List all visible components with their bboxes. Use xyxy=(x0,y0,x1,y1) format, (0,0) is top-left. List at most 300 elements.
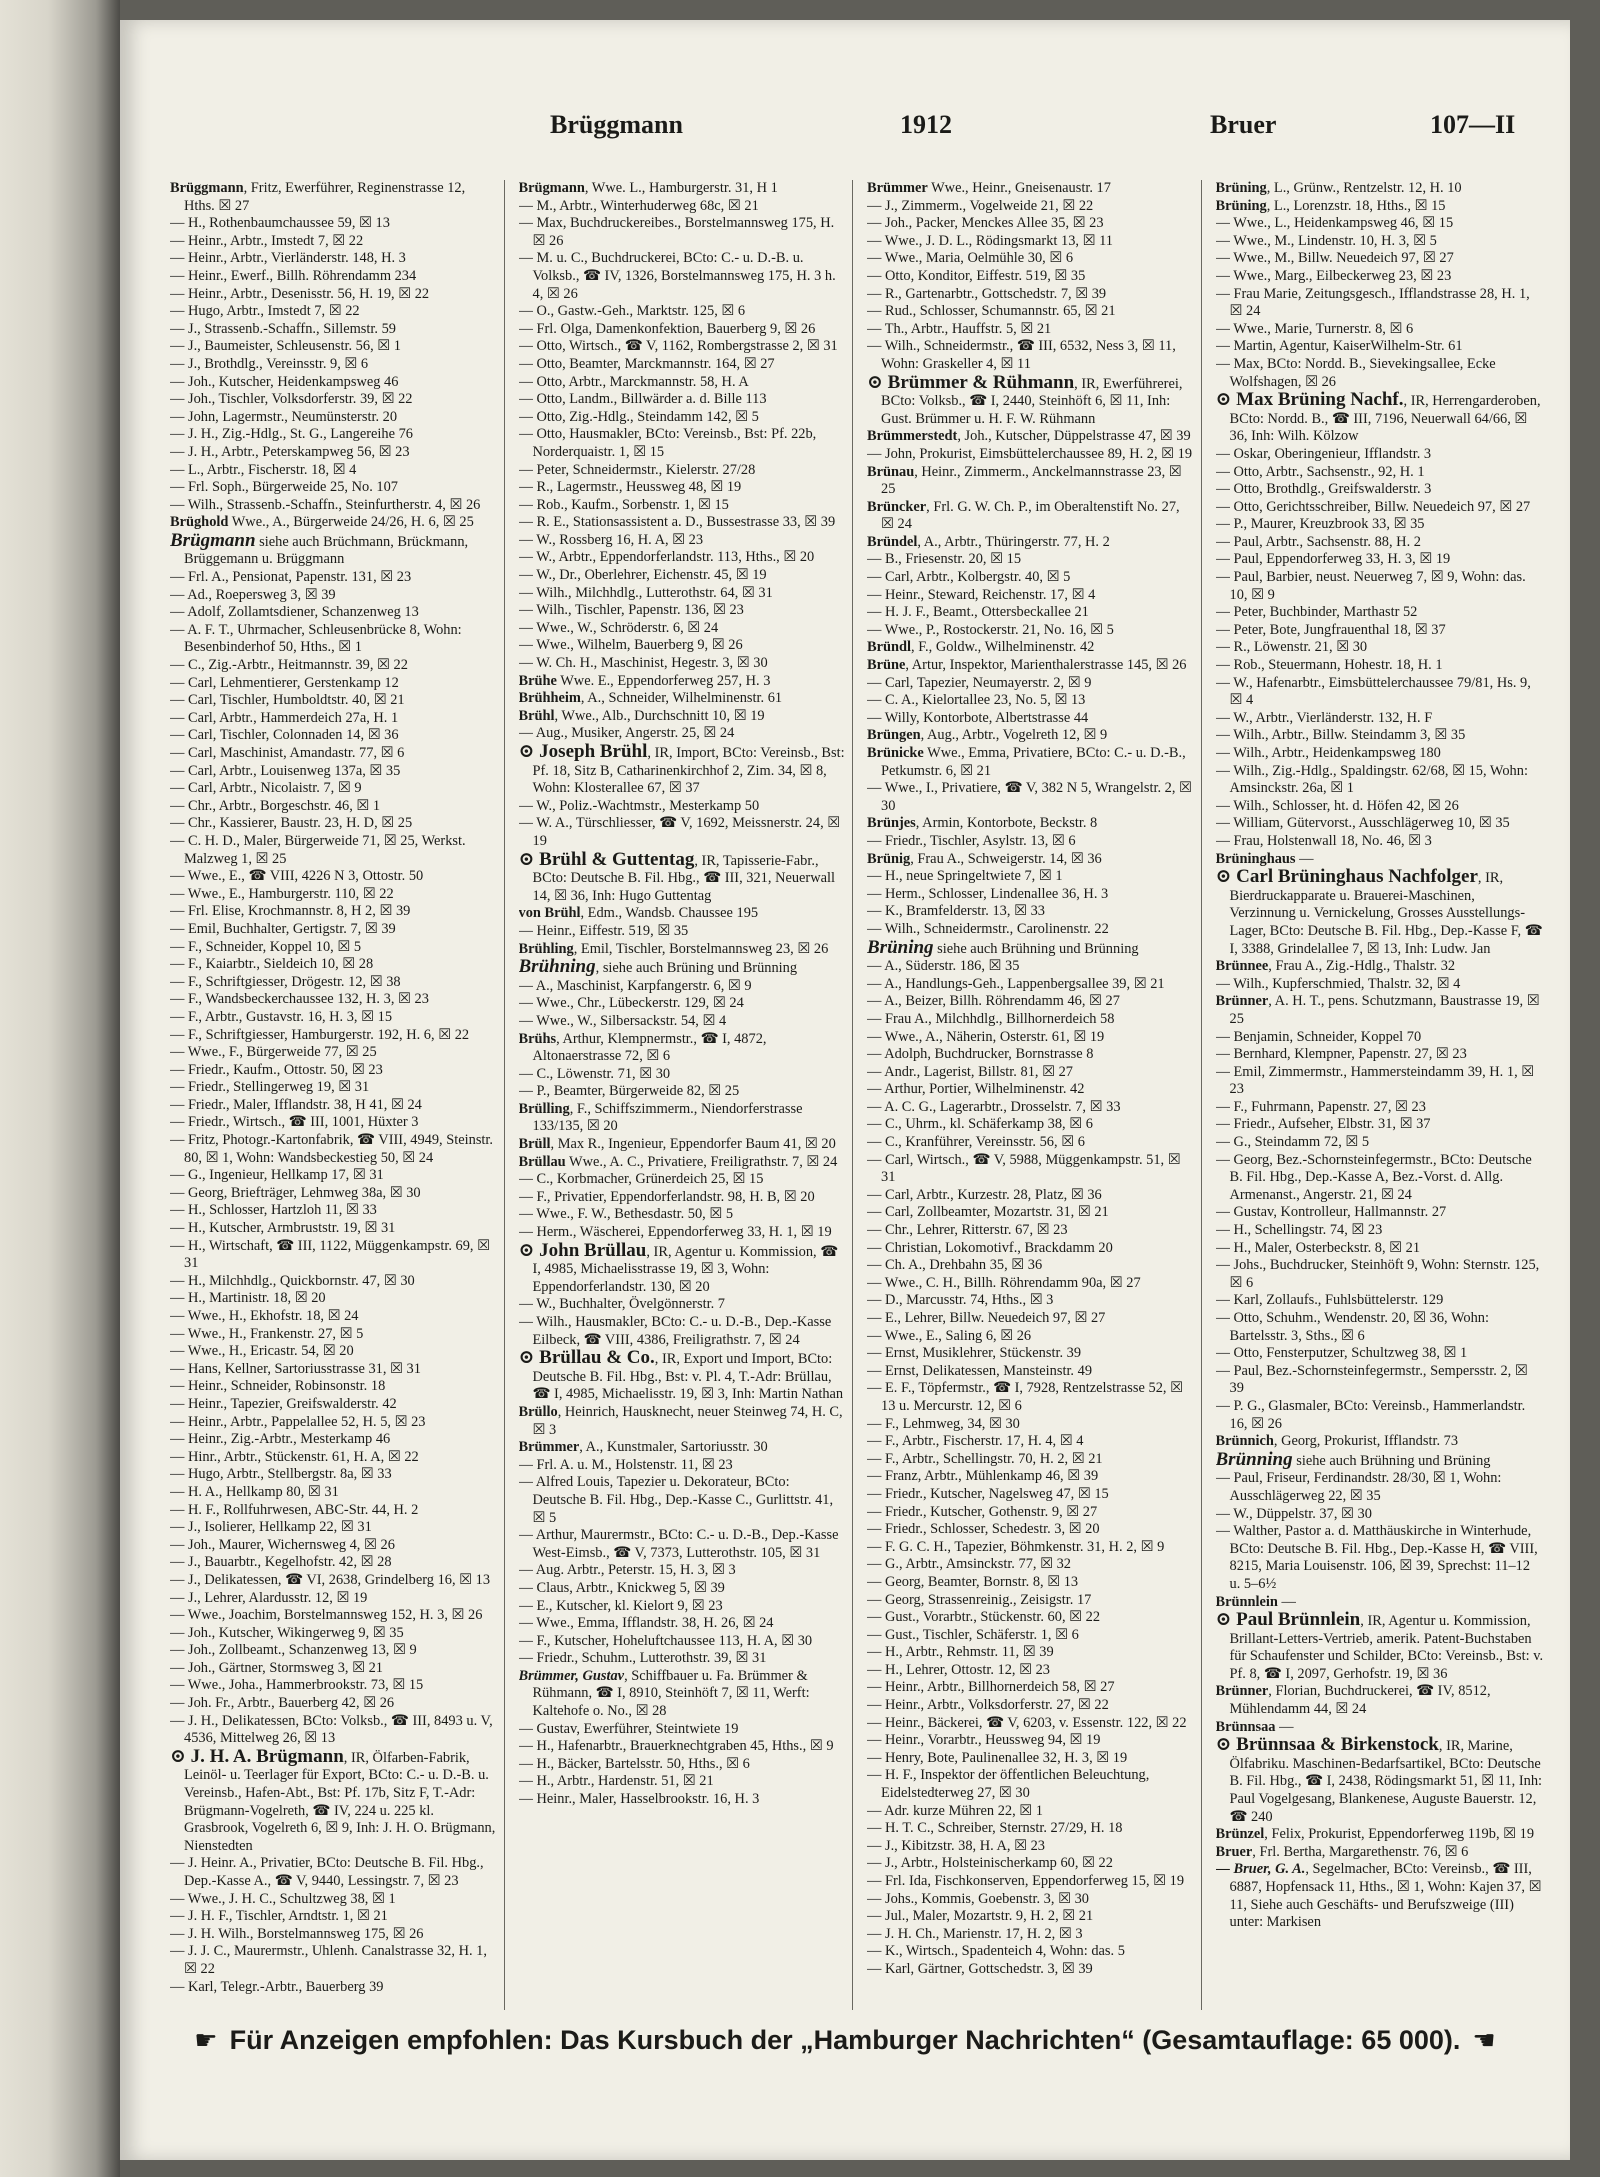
entry-details: — Carl, Arbtr., Hammerdeich 27a, H. 1 xyxy=(170,709,399,726)
entry-details: — Hugo, Arbtr., Imstedt 7, ☒ 22 xyxy=(170,303,360,320)
directory-entry xyxy=(867,215,1195,233)
entry-details: — A., Handlungs-Geh., Lappenbergsallee 39, ☒ 21 xyxy=(867,975,1165,992)
entry-details: — F., Privatier, Eppendorferlandstr. 98, H. B, ☒ 20 xyxy=(518,1188,815,1205)
entry-details: — J. H. Ch., Marienstr. 17, H. 2, ☒ 3 xyxy=(867,1925,1083,1942)
directory-entry xyxy=(170,1044,498,1062)
directory-entry xyxy=(1216,1134,1545,1152)
entry-details: — Otto, Hausmakler, BCto: Vereinsb., Bst: Pf. 22b, Norderquaistr. 1, ☒ 15 xyxy=(518,426,817,460)
directory-entry xyxy=(867,1820,1195,1838)
header-year: 1912 xyxy=(900,110,952,139)
directory-entry xyxy=(1216,215,1545,233)
directory-entry xyxy=(867,1627,1195,1645)
entry-surname: Brünicke xyxy=(867,745,924,761)
directory-entry xyxy=(867,286,1195,304)
entry-surname: Brüning xyxy=(1215,180,1267,196)
directory-entry xyxy=(519,303,847,321)
entry-details: , IR, Ewerführerei, BCto: Volksb., ☎ I, 2440, Steinhöft 6, ☒ 11, Inh: Gust. Brümmer u. H. F. W. Rühmann xyxy=(881,375,1183,427)
directory-entry xyxy=(170,426,498,444)
entry-details: , Wwe. L., Hamburgerstr. 31, H 1 xyxy=(584,180,778,196)
entry-surname: ⊙ Brünnsaa & Birkenstock xyxy=(1215,1734,1439,1756)
directory-entry xyxy=(1216,250,1545,268)
entry-details: — A., Maschinist, Karpfangerstr. 6, ☒ 9 xyxy=(518,977,752,994)
entry-details: — Herm., Schlosser, Lindenallee 36, H. 3 xyxy=(867,885,1109,902)
entry-details: — J., Isolierer, Hellkamp 22, ☒ 31 xyxy=(170,1519,372,1536)
entry-details: , IR, Export und Import, BCto: Deutsche B. Fil. Hbg., Bst: v. Pl. 4, T.-Adr: Brüllau, ☎ I, 4985, Michaelisstr. 19, ☒ 3, Inh: Martin Nathan xyxy=(532,1351,844,1403)
entry-details: — Paul, Bez.-Schornsteinfegermstr., Sempersstr. 2, ☒ 39 xyxy=(1215,1362,1528,1397)
entry-details: — Frau, Holstenwall 18, No. 46, ☒ 3 xyxy=(1215,832,1432,849)
entry-details: — G., Steindamm 72, ☒ 5 xyxy=(1215,1134,1370,1151)
directory-entry xyxy=(170,1625,498,1643)
directory-entry xyxy=(867,1380,1195,1415)
entry-details: , Felix, Prokurist, Eppendorferweg 119b, ☒ 19 xyxy=(1264,1826,1535,1843)
directory-entry xyxy=(519,1101,847,1136)
directory-entry xyxy=(867,1556,1195,1574)
directory-entry xyxy=(867,1838,1195,1856)
directory-entry xyxy=(170,780,498,798)
entry-details: , IR, Tapisserie-Fabr., BCto: Deutsche B. Fil. Hbg., ☎ III, 321, Neuerwall 14, ☒ 36, Inh: Hugo Guttentag xyxy=(532,852,835,904)
directory-entry xyxy=(519,391,847,409)
directory-entry xyxy=(1215,1448,1545,1471)
entry-details: , IR, Ölfarben-Fabrik, Leinöl- u. Teerlager für Export, BCto: C.- u. D.-B. u. Vereinsb., Hafen-Abt., Bst: Pf. 17b, Sitz F, T.-Adr: Brügmann-Vogelreth, ☎ IV, 224 u. 225 kl. Grasbrook, Vogelreth 6, ☒ 9, Inh: J. H. O. Brügmann, Nienstedten xyxy=(184,1749,496,1854)
entry-details: — H., Milchhdlg., Quickbornstr. 47, ☒ 30 xyxy=(170,1272,415,1289)
directory-columns xyxy=(170,180,1550,2010)
directory-entry xyxy=(170,727,498,745)
directory-entry xyxy=(519,1136,847,1154)
entry-details: — Henry, Bote, Paulinenallee 32, H. 3, ☒ 19 xyxy=(867,1749,1128,1766)
entry-details: — Christian, Lokomotivf., Brackdamm 20 xyxy=(867,1239,1113,1256)
entry-details: — Carl, Arbtr., Louisenweg 137a, ☒ 35 xyxy=(170,762,401,779)
directory-entry xyxy=(1216,1470,1545,1505)
directory-entry xyxy=(170,1079,498,1097)
entry-details: — Heinr., Ewerf., Billh. Röhrendamm 234 xyxy=(170,267,417,284)
entry-details: — R., Gartenarbtr., Gottschedstr. 7, ☒ 39 xyxy=(867,285,1107,302)
directory-entry xyxy=(1216,1064,1545,1099)
entry-details: — H. F., Rollfuhrwesen, ABC-Str. 44, H. 2 xyxy=(170,1501,419,1518)
directory-entry xyxy=(867,604,1195,622)
directory-entry xyxy=(170,303,498,321)
entry-details: — Paul, Arbtr., Sachsenstr. 88, H. 2 xyxy=(1215,533,1421,550)
entry-details: — Frl. A., Pensionat, Papenstr. 131, ☒ 23 xyxy=(170,569,412,586)
directory-entry xyxy=(519,1650,847,1668)
directory-entry xyxy=(519,1738,847,1756)
entry-details: — Otto, Landm., Billwärder a. d. Bille 113 xyxy=(518,391,767,408)
entry-details: — H., Wirtschaft, ☎ III, 1122, Müggenkampstr. 69, ☒ 31 xyxy=(170,1237,491,1272)
directory-entry xyxy=(1216,1204,1545,1222)
entry-details: — Heinr., Arbtr., Imstedt 7, ☒ 22 xyxy=(170,232,364,249)
directory-entry xyxy=(519,1791,847,1809)
entry-details: — Bernhard, Klempner, Papenstr. 27, ☒ 23 xyxy=(1215,1046,1467,1063)
entry-details: — P. G., Glasmaler, BCto: Vereinsb., Hammerlandstr. 16, ☒ 26 xyxy=(1215,1397,1526,1432)
entry-details: — Carl, Wirtsch., ☎ V, 5988, Müggenkampstr. 51, ☒ 31 xyxy=(867,1151,1181,1186)
directory-entry xyxy=(867,1486,1195,1504)
directory-entry xyxy=(1216,1099,1545,1117)
directory-entry xyxy=(867,551,1195,569)
entry-surname: Brünning xyxy=(1215,1448,1293,1470)
entry-details: Wwe., A., Bürgerweide 24/26, H. 6, ☒ 25 xyxy=(228,514,474,531)
directory-entry xyxy=(867,1064,1195,1082)
entry-details: — W., Buchhalter, Övelgönnerstr. 7 xyxy=(518,1296,725,1313)
entry-details: , Frl. G. W. Ch. P., im Oberaltenstift No. 27, ☒ 24 xyxy=(881,498,1180,533)
entry-details: — Claus, Arbtr., Knickweg 5, ☒ 39 xyxy=(518,1579,725,1596)
entry-details: — Heinr., Arbtr., Billhornerdeich 58, ☒ 27 xyxy=(867,1679,1115,1696)
entry-details: , Max R., Ingenieur, Eppendorfer Baum 41, ☒ 20 xyxy=(550,1136,836,1153)
directory-entry xyxy=(1216,1506,1545,1524)
directory-entry xyxy=(519,462,847,480)
entry-surname: Brüne xyxy=(867,657,906,674)
entry-details: — Wwe., Wilhelm, Bauerberg 9, ☒ 26 xyxy=(518,637,743,654)
entry-surname: Brüllau xyxy=(518,1153,566,1170)
directory-entry xyxy=(867,1011,1195,1029)
entry-surname: Brünnee xyxy=(1215,958,1269,975)
directory-entry xyxy=(867,1310,1195,1328)
entry-details: — Friedr., Wirtsch., ☎ III, 1001, Hüxter 3 xyxy=(170,1114,419,1131)
directory-entry xyxy=(170,815,498,833)
entry-details: — W., Hafenarbtr., Eimsbüttelerchaussee 79/81, Hs. 9, ☒ 4 xyxy=(1215,674,1531,709)
entry-surname: Brünau xyxy=(867,463,915,480)
entry-details: — Joh. Fr., Arbtr., Bauerberg 42, ☒ 26 xyxy=(170,1695,395,1712)
entry-surname: ⊙ Brümmer & Rühmann xyxy=(867,371,1075,393)
entry-details: — C., Korbmacher, Grünerdeich 25, ☒ 15 xyxy=(518,1171,764,1188)
entry-details: — Heinr., Maler, Hasselbrookstr. 16, H. 3 xyxy=(518,1791,760,1808)
entry-details: , Wwe., Alb., Durchschnitt 10, ☒ 19 xyxy=(554,707,765,724)
entry-details: Wwe., Emma, Privatiere, BCto: C.- u. D.-B., Petkumstr. 6, ☒ 21 xyxy=(881,745,1186,779)
directory-entry xyxy=(1216,1736,1545,1826)
directory-entry xyxy=(170,692,498,710)
directory-entry xyxy=(1216,727,1545,745)
entry-details: — F., Kaiarbtr., Sieldeich 10, ☒ 28 xyxy=(170,956,374,973)
directory-entry xyxy=(867,1644,1195,1662)
directory-entry xyxy=(170,1979,498,1997)
entry-details: — Otto, Brothdlg., Greifswalderstr. 3 xyxy=(1215,481,1432,498)
entry-details: — Otto, Gerichtsschreiber, Billw. Neuedeich 97, ☒ 27 xyxy=(1215,498,1531,515)
entry-details: — W., Dr., Oberlehrer, Eichenstr. 45, ☒ 19 xyxy=(518,567,767,584)
entry-details: — P., Maurer, Kreuzbrook 33, ☒ 35 xyxy=(1215,516,1425,533)
entry-details: — Friedr., Stellingerweg 19, ☒ 31 xyxy=(170,1079,370,1096)
directory-entry xyxy=(519,637,847,655)
entry-surname: Brünjes xyxy=(867,815,916,832)
entry-details: , IR, Marine, Ölfabriku. Maschinen-Bedarfsartikel, BCto: Deutsche B. Fil. Hbg., ☎ I, 2438, Rödingsmarkt 51, ☒ 11, Inh: Paul Vogelgesang, Blankenese, Auguste Bauerstr. 12, ☎ 240 xyxy=(1229,1738,1543,1825)
directory-entry xyxy=(1216,1826,1545,1844)
directory-entry xyxy=(867,692,1195,710)
entry-details: — Aug., Musiker, Angerstr. 25, ☒ 24 xyxy=(518,725,735,742)
entry-details: — Martin, Agentur, KaiserWilhelm-Str. 61 xyxy=(1215,338,1463,355)
entry-details: — Heinr., Zig.-Arbtr., Mesterkamp 46 xyxy=(170,1431,391,1448)
directory-entry xyxy=(170,497,498,515)
entry-details: — Wwe., H., Ekhofstr. 18, ☒ 24 xyxy=(170,1308,359,1324)
directory-entry xyxy=(170,338,498,356)
entry-surname: ⊙ J. H. A. Brügmann xyxy=(170,1745,344,1767)
entry-details: — Wilh., Hausmakler, BCto: C.- u. D.-B., Dep.-Kasse Eilbeck, ☎ VIII, 4386, Freiligrathstr. 7, ☒ 24 xyxy=(518,1314,832,1348)
entry-surname: Brünig xyxy=(867,850,911,867)
entry-details: — Friedr., Schlosser, Schedestr. 3, ☒ 20 xyxy=(867,1521,1100,1538)
entry-details: — Alfred Louis, Tapezier u. Dekorateur, BCto: Deutsche B. Fil. Hbg., Dep.-Kasse C., Gurlittstr. 41, ☒ 5 xyxy=(518,1474,834,1526)
directory-entry xyxy=(170,1554,498,1572)
directory-entry xyxy=(170,1572,498,1590)
directory-entry xyxy=(867,1345,1195,1363)
directory-entry xyxy=(867,727,1195,745)
entry-details: siehe auch Brüchmann, Brückmann, Brüggemann u. Brüggmann xyxy=(184,533,469,568)
directory-entry xyxy=(867,1152,1195,1187)
directory-entry xyxy=(170,675,498,693)
directory-entry xyxy=(867,745,1195,780)
directory-entry xyxy=(170,1943,498,1978)
directory-entry xyxy=(519,1527,847,1562)
entry-details: — F., Schriftgiesser, Drögestr. 12, ☒ 38 xyxy=(170,973,401,990)
entry-details: — Wwe., E., ☎ VIII, 4226 N 3, Ottostr. 50 xyxy=(170,868,424,885)
directory-entry xyxy=(519,1189,847,1207)
entry-details: — O., Gastw.-Geh., Marktstr. 125, ☒ 6 xyxy=(518,303,746,320)
entry-details: — Joh., Zollbeamt., Schanzenweg 13, ☒ 9 xyxy=(170,1642,417,1659)
directory-entry xyxy=(170,974,498,992)
entry-details: — Frl. Ida, Fischkonserven, Eppendorferweg 15, ☒ 19 xyxy=(867,1873,1185,1889)
entry-surname: Brümmer xyxy=(867,180,928,196)
directory-entry xyxy=(867,1855,1195,1873)
directory-entry xyxy=(170,1855,498,1890)
entry-details: — M. u. C., Buchdruckerei, BCto: C.- u. D.-B. u. Volksb., ☎ IV, 1326, Borstelmannsweg 175, H. 3 h. 4, ☒ 26 xyxy=(518,250,836,302)
entry-details: — Rud., Schlosser, Schumannstr. 65, ☒ 21 xyxy=(867,303,1116,320)
directory-entry xyxy=(170,1396,498,1414)
entry-surname: Brünnlein xyxy=(1215,1593,1278,1610)
entry-details: — Heinr., Tapezier, Greifswalderstr. 42 xyxy=(170,1395,397,1412)
directory-entry xyxy=(170,1431,498,1449)
entry-details: — Georg, Bez.-Schornsteinfegermstr., BCto: Deutsche B. Fil. Hbg., Dep.-Kasse A, Bez.-Vorst. d. Allg. Armenanst., Angerstr. 21, ☒ 24 xyxy=(1215,1151,1532,1203)
entry-details: — Ch. A., Drehbahn 35, ☒ 36 xyxy=(867,1257,1043,1274)
entry-details: — Paul, Eppendorferweg 33, H. 3, ☒ 19 xyxy=(1215,551,1451,568)
entry-details: — Wwe., C. H., Billh. Röhrendamm 90a, ☒ 27 xyxy=(867,1274,1141,1291)
entry-surname: Brüghold xyxy=(170,514,229,531)
entry-details: — Georg, Beamter, Bornstr. 8, ☒ 13 xyxy=(867,1573,1079,1590)
entry-surname: ⊙ Brüllau & Co. xyxy=(518,1347,655,1369)
entry-details: — Wwe., Chr., Lübeckerstr. 129, ☒ 24 xyxy=(518,995,744,1012)
entry-details: , Edm., Wandsb. Chaussee 195 xyxy=(580,905,759,922)
directory-entry xyxy=(170,1062,498,1080)
directory-entry xyxy=(1216,798,1545,816)
entry-details: — Johs., Kommis, Goebenstr. 3, ☒ 30 xyxy=(867,1890,1089,1907)
entry-surname: Brügmann xyxy=(170,529,256,551)
entry-surname: Bründel xyxy=(867,533,918,550)
entry-details: — C. A., Kielortallee 23, No. 5, ☒ 13 xyxy=(867,692,1086,709)
directory-entry xyxy=(867,268,1195,286)
entry-surname: Brünzel xyxy=(1215,1826,1265,1843)
directory-entry xyxy=(867,534,1195,552)
entry-details: — H., Lehrer, Ottostr. 12, ☒ 23 xyxy=(867,1661,1050,1678)
directory-entry xyxy=(170,268,498,286)
directory-entry xyxy=(867,710,1195,728)
entry-details: — H., Maler, Osterbeckstr. 8, ☒ 21 xyxy=(1215,1239,1421,1256)
entry-details: , Artur, Inspektor, Marienthalerstrasse 145, ☒ 26 xyxy=(905,657,1187,674)
entry-surname: von Brühl xyxy=(518,905,581,922)
directory-entry xyxy=(1216,833,1545,851)
entry-surname: Brüncker xyxy=(867,498,927,515)
entry-details: — Karl, Telegr.-Arbtr., Bauerberg 39 xyxy=(170,1978,384,1995)
directory-entry xyxy=(867,371,1195,429)
entry-details: — Wilh., Milchhdlg., Lutterothstr. 64, ☒ 31 xyxy=(518,584,773,601)
entry-details: — J. H., Delikatessen, BCto: Volksb., ☎ III, 8493 u. V, 4536, Mittelweg 26, ☒ 13 xyxy=(170,1712,493,1747)
entry-details: — Wwe., Joachim, Borstelmannsweg 152, H. 3, ☒ 26 xyxy=(170,1607,483,1624)
directory-entry xyxy=(519,1349,847,1404)
directory-entry xyxy=(170,215,498,233)
entry-details: — Friedr., Tischler, Asylstr. 13, ☒ 6 xyxy=(867,832,1076,849)
entry-details: — Joh., Kutscher, Heidenkampsweg 46 xyxy=(170,373,399,390)
directory-entry xyxy=(519,743,847,798)
directory-entry xyxy=(867,780,1195,815)
entry-details: — E., Kutscher, kl. Kielort 9, ☒ 23 xyxy=(518,1597,723,1614)
directory-entry xyxy=(519,1773,847,1791)
directory-entry xyxy=(519,958,847,978)
entry-details: — W., Arbtr., Vierländerstr. 132, H. F xyxy=(1215,709,1433,726)
directory-entry xyxy=(519,655,847,673)
entry-details: — W. A., Türschliesser, ☎ V, 1692, Meissnerstr. 24, ☒ 19 xyxy=(518,815,841,849)
directory-entry xyxy=(519,215,847,250)
entry-details: — Wwe., P., Rostockerstr. 21, No. 16, ☒ 5 xyxy=(867,621,1114,638)
entry-details: — K., Bramfelderstr. 13, ☒ 33 xyxy=(867,903,1045,920)
directory-entry xyxy=(867,1240,1195,1258)
directory-entry xyxy=(867,499,1195,534)
entry-details: — Wwe., W., Silbersackstr. 54, ☒ 4 xyxy=(518,1012,727,1029)
directory-entry xyxy=(519,479,847,497)
entry-details: — Heinr., Arbtr., Volksdorferstr. 27, ☒ 22 xyxy=(867,1697,1109,1714)
entry-details: — J., Zimmerm., Vogelweide 21, ☒ 22 xyxy=(867,197,1094,214)
directory-entry xyxy=(1216,1345,1545,1363)
entry-surname: ⊙ Paul Brünnlein xyxy=(1215,1609,1361,1631)
entry-details: — xyxy=(1275,1718,1294,1735)
directory-entry xyxy=(519,905,847,923)
entry-details: — Wwe., Maria, Oelmühle 30, ☒ 6 xyxy=(867,250,1074,267)
directory-entry xyxy=(170,1273,498,1291)
entry-details: — J., Bauarbtr., Kegelhofstr. 42, ☒ 28 xyxy=(170,1554,392,1571)
entry-details: — A., Beizer, Billh. Röhrendamm 46, ☒ 27 xyxy=(867,993,1120,1010)
directory-entry xyxy=(519,321,847,339)
entry-surname: Brüninghaus xyxy=(1215,850,1296,867)
directory-entry xyxy=(170,1326,498,1344)
directory-entry xyxy=(170,763,498,781)
directory-entry xyxy=(170,444,498,462)
entry-details: — Friedr., Kaufm., Ottostr. 50, ☒ 23 xyxy=(170,1061,383,1078)
entry-details: — J., Lehrer, Alardusstr. 12, ☒ 19 xyxy=(170,1589,368,1606)
directory-entry xyxy=(170,1745,498,1856)
entry-details: — Jul., Maler, Mozartstr. 9, H. 2, ☒ 21 xyxy=(867,1908,1094,1925)
directory-entry xyxy=(519,995,847,1013)
entry-details: — F., Wandsbeckerchaussee 132, H. 3, ☒ 23 xyxy=(170,991,429,1008)
directory-entry xyxy=(519,338,847,356)
directory-entry xyxy=(1216,993,1545,1028)
directory-entry xyxy=(867,1592,1195,1610)
pointing-hand-left-icon: ☛ xyxy=(194,2025,218,2055)
entry-surname: Brüning xyxy=(1215,197,1267,214)
entry-details: — Gustav, Kontrolleur, Hallmannstr. 27 xyxy=(1215,1204,1447,1221)
directory-entry xyxy=(867,868,1195,886)
directory-entry xyxy=(519,978,847,996)
entry-details: — Joh., Gärtner, Stormsweg 3, ☒ 21 xyxy=(170,1659,383,1676)
directory-entry xyxy=(519,585,847,603)
directory-entry xyxy=(867,1222,1195,1240)
directory-entry xyxy=(867,622,1195,640)
entry-details: — Peter, Schneidermstr., Kielerstr. 27/28 xyxy=(518,461,756,478)
directory-entry xyxy=(1216,180,1545,198)
directory-entry xyxy=(1216,569,1545,604)
entry-details: — Carl, Tischler, Humboldtstr. 40, ☒ 21 xyxy=(170,692,405,709)
directory-entry xyxy=(170,1642,498,1660)
entry-details: — H., Arbtr., Hardenstr. 51, ☒ 21 xyxy=(518,1773,714,1790)
entry-details: , L., Lorenzstr. 18, Hths., ☒ 15 xyxy=(1266,197,1446,214)
entry-details: , Fritz, Ewerführer, Reginenstrasse 12, Hths. ☒ 27 xyxy=(184,180,466,214)
entry-details: — J., Brothdlg., Vereinsstr. 9, ☒ 6 xyxy=(170,355,369,372)
directory-entry xyxy=(170,233,498,251)
directory-entry xyxy=(867,1926,1195,1944)
entry-details: — Joh., Kutscher, Wikingerweg 9, ☒ 35 xyxy=(170,1624,404,1641)
directory-entry xyxy=(867,587,1195,605)
directory-entry xyxy=(1216,499,1545,517)
entry-details: — Wwe., F. W., Bethesdastr. 50, ☒ 5 xyxy=(518,1206,734,1223)
entry-surname: Brünnsaa xyxy=(1215,1718,1276,1735)
directory-entry xyxy=(867,446,1195,464)
entry-details: — Friedr., Maler, Ifflandstr. 38, H 41, ☒ 24 xyxy=(170,1096,422,1113)
directory-entry xyxy=(1216,604,1545,622)
directory-entry xyxy=(1216,1222,1545,1240)
directory-entry xyxy=(170,321,498,339)
entry-details: — F., Fuhrmann, Papenstr. 27, ☒ 23 xyxy=(1215,1098,1426,1115)
entry-surname: Brühl xyxy=(518,707,555,724)
directory-entry xyxy=(867,1433,1195,1451)
entry-details: — W., Rossberg 16, H. A, ☒ 23 xyxy=(518,531,704,548)
entry-details: — M., Arbtr., Winterhuderweg 68c, ☒ 21 xyxy=(518,197,759,214)
entry-surname: Brümmer xyxy=(518,1439,580,1456)
entry-details: , IR, Import, BCto: Vereinsb., Bst: Pf. 18, Sitz B, Catharinenkirchhof 2, Zim. 34, ☒ 8, Wohn: Klosterallee 67, ☒ 37 xyxy=(532,745,845,797)
directory-entry xyxy=(170,1713,498,1748)
entry-details: — W. Ch. H., Maschinist, Hegestr. 3, ☒ 30 xyxy=(518,655,768,672)
directory-entry xyxy=(170,1677,498,1695)
entry-details: — F., Kutscher, Hoheluftchaussee 113, H. A, ☒ 30 xyxy=(518,1632,813,1649)
entry-details: , IR, Bierdruckapparate u. Brauerei-Maschinen, Verzinnung u. Vernickelung, Grosses Ausstellungs-Lager, BCto: Deutsche B. Fil. Hbg., Dep.-Kasse F, ☎ I, 3388, Grindelallee 7, ☒ 13, Inh: Ludw. Jan xyxy=(1229,870,1543,957)
directory-entry xyxy=(1216,391,1545,446)
directory-entry xyxy=(867,886,1195,904)
entry-details: — Heinr., Vorarbtr., Heussweg 94, ☒ 19 xyxy=(867,1732,1101,1749)
directory-entry xyxy=(519,602,847,620)
entry-details: — J. H., Zig.-Hdlg., St. G., Langereihe 76 xyxy=(170,426,414,443)
directory-entry xyxy=(519,250,847,303)
entry-details: — Wilh., Strassenb.-Schaffn., Steinfurtherstr. 4, ☒ 26 xyxy=(170,496,481,513)
directory-entry xyxy=(519,374,847,392)
footer-text: Für Anzeigen empfohlen: Das Kursbuch der „Hamburger Nachrichten“ (Gesamtauflage: 65 000). xyxy=(229,2025,1461,2055)
entry-details: — Chr., Lehrer, Ritterstr. 67, ☒ 23 xyxy=(867,1222,1068,1239)
entry-details: , F., Schiffszimmerm., Niendorferstrasse 133/135, ☒ 20 xyxy=(532,1100,803,1135)
directory-entry xyxy=(519,532,847,550)
entry-details: , Emil, Tischler, Borstelmannsweg 23, ☒ 26 xyxy=(573,940,829,957)
directory-entry xyxy=(867,657,1195,675)
directory-entry xyxy=(867,428,1195,446)
entry-details: — Hans, Kellner, Sartoriusstrasse 31, ☒ 31 xyxy=(170,1360,421,1377)
advertisement-footer xyxy=(160,2025,1530,2065)
directory-entry xyxy=(867,1451,1195,1469)
entry-details: — Emil, Buchhalter, Gertigstr. 7, ☒ 39 xyxy=(170,920,396,937)
entry-details: , Arthur, Klempnermstr., ☎ I, 4872, Altonaerstrasse 72, ☒ 6 xyxy=(532,1030,767,1065)
entry-details: — K., Wirtsch., Spadenteich 4, Wohn: das. 5 xyxy=(867,1943,1125,1960)
directory-entry xyxy=(867,1732,1195,1750)
directory-entry xyxy=(170,462,498,480)
directory-entry xyxy=(1216,198,1545,216)
entry-details: — Wilh., Schneidermstr., ☎ III, 6532, Ness 3, ☒ 11, Wohn: Graskeller 4, ☒ 11 xyxy=(867,338,1176,372)
entry-details: — G., Ingenieur, Hellkamp 17, ☒ 31 xyxy=(170,1167,384,1184)
entry-details: siehe auch Brühning und Brünning xyxy=(933,940,1139,957)
entry-surname: Brügmann xyxy=(518,180,585,196)
directory-entry xyxy=(1216,551,1545,569)
entry-details: — J., Arbtr., Holsteinischerkamp 60, ☒ 22 xyxy=(867,1855,1113,1872)
directory-entry xyxy=(170,391,498,409)
entry-details: — Ernst, Delikatessen, Mansteinstr. 49 xyxy=(867,1362,1093,1379)
entry-details: — A. F. T., Uhrmacher, Schleusenbrücke 8, Wohn: Besenbinderhof 50, Hths., ☒ 1 xyxy=(170,621,462,656)
entry-details: — Aug. Arbtr., Peterstr. 15, H. 3, ☒ 3 xyxy=(518,1562,736,1579)
directory-entry xyxy=(170,479,498,497)
